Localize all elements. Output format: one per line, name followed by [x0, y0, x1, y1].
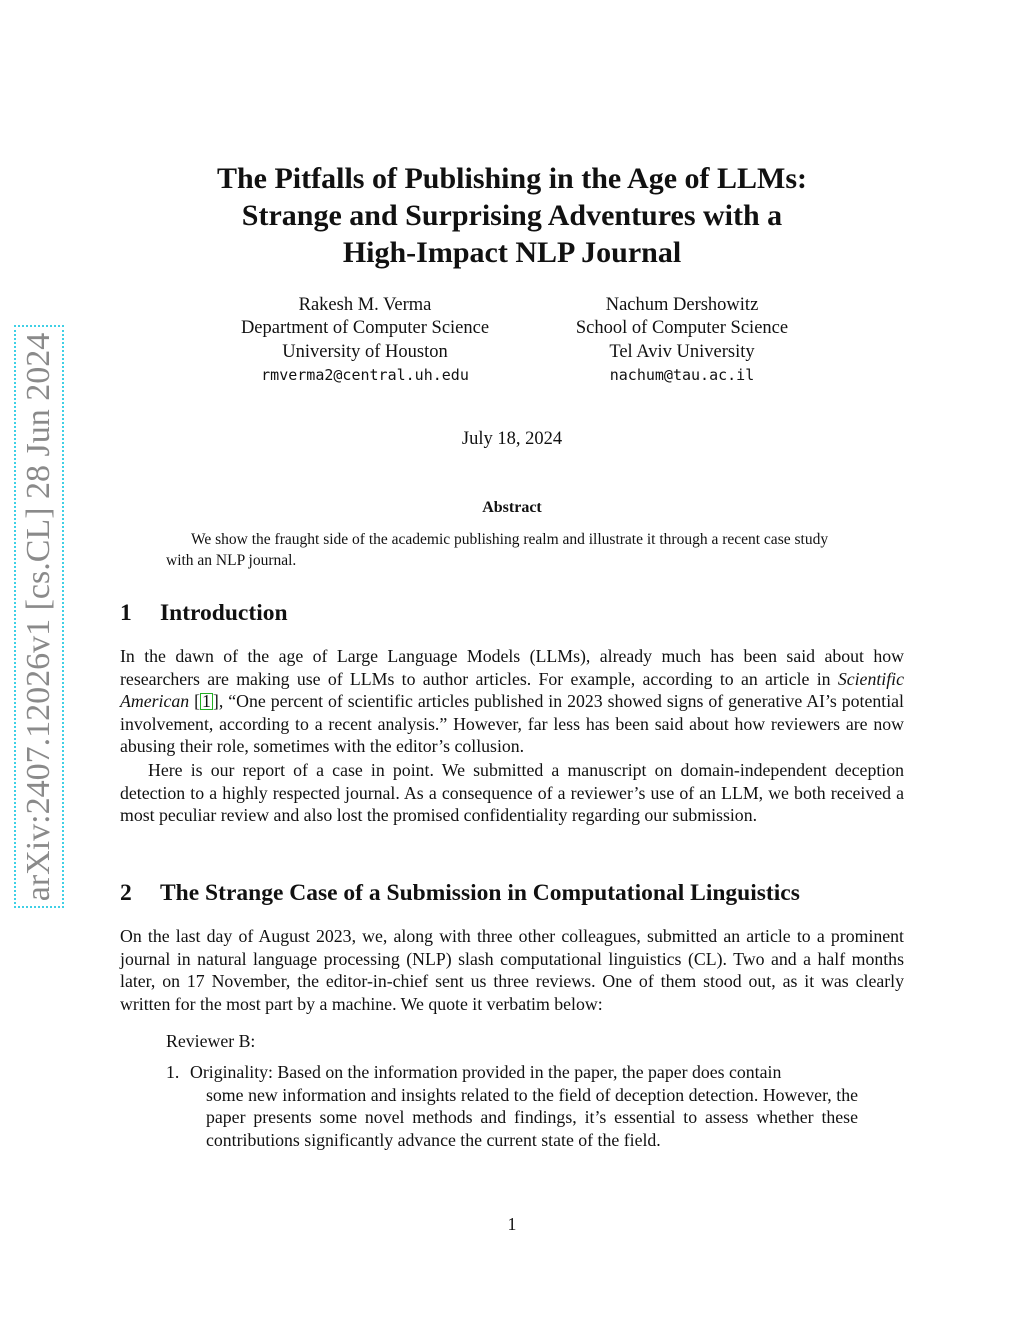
- section-heading-introduction: [120, 600, 288, 627]
- paper-date: July 18, 2024: [461, 429, 563, 449]
- section-title: The Strange Case of a Submission in Computational Linguistics: [160, 880, 800, 906]
- intro-paragraph-2: Here is our report of a case in point. We submitted a manuscript on domain-independent deception detection to a highly respected journal. As a consequence of a reviewer’s use of an LLM, we both received a most peculiar review and also lost the promised confidentiality regarding our submission.: [120, 760, 904, 826]
- reviewer-label: Reviewer B:: [166, 1031, 256, 1051]
- author-email: nachum@tau.ac.il: [609, 365, 755, 384]
- author-block-verma: [205, 294, 525, 387]
- list-number: 1.: [166, 1062, 180, 1082]
- paper-title: The Pitfalls of Publishing in the Age of LLMs: Strange and Surprising Adventures with a High-Impact NLP Journal: [216, 162, 808, 269]
- author-institution: University of Houston: [282, 341, 448, 362]
- author-institution: Tel Aviv University: [609, 341, 755, 362]
- author-block-dershowitz: [522, 294, 842, 387]
- arxiv-identifier: arXiv:2407.12026v1 [cs.CL] 28 Jun 2024: [20, 332, 57, 901]
- section-heading-strange-case: [120, 880, 800, 907]
- emphasis-scientific-american: Scientific American: [120, 668, 904, 712]
- section2-paragraph-1: On the last day of August 2023, we, along with three other colleagues, submitted an article to a prominent journal in natural language processing (NLP) slash computational linguistics (CL). Two and a half months later, on 17 November, the editor-in-chief sent us three reviews. One of them stood out, as it was clearly written for the most part by a machine. We quote it verbatim below:: [120, 926, 904, 1014]
- author-department: Department of Computer Science: [240, 318, 490, 339]
- abstract-text: We show the fraught side of the academic publishing realm and illustrate it through a recent case study with an NLP journal.: [166, 531, 829, 569]
- section-title: Introduction: [160, 600, 288, 626]
- arxiv-side-stamp: [14, 325, 64, 908]
- page-number: 1: [507, 1214, 517, 1234]
- review-list-item: 1. Originality: Based on the information provided in the paper, the paper does contain some new information and insights related to the field of deception detection. However, the paper presents some novel methods and findings, it’s essential to assess whether these contributions significantly advance the current state of the field.: [166, 1062, 858, 1150]
- section-number: 1: [120, 600, 132, 626]
- author-email: rmverma2@central.uh.edu: [261, 365, 469, 384]
- citation-link[interactable]: 1: [202, 691, 211, 712]
- abstract-heading: Abstract: [482, 499, 542, 516]
- intro-paragraph-1: In the dawn of the age of Large Language Models (LLMs), already much has been said about how researchers are making use of LLMs to author articles. For example, according to an article in Scientific American [ 1 ], “One percent of scientific articles published in 2023 showed signs of generative AI’s potential involvement, according to a recent analysis.” However, far less has been said about how reviewers are now abusing their role, sometimes with the editor’s collusion.: [120, 646, 904, 757]
- author-department: School of Computer Science: [575, 318, 789, 339]
- author-name: Rakesh M. Verma: [298, 295, 432, 315]
- section-number: 2: [120, 880, 132, 906]
- author-name: Nachum Dershowitz: [605, 295, 759, 315]
